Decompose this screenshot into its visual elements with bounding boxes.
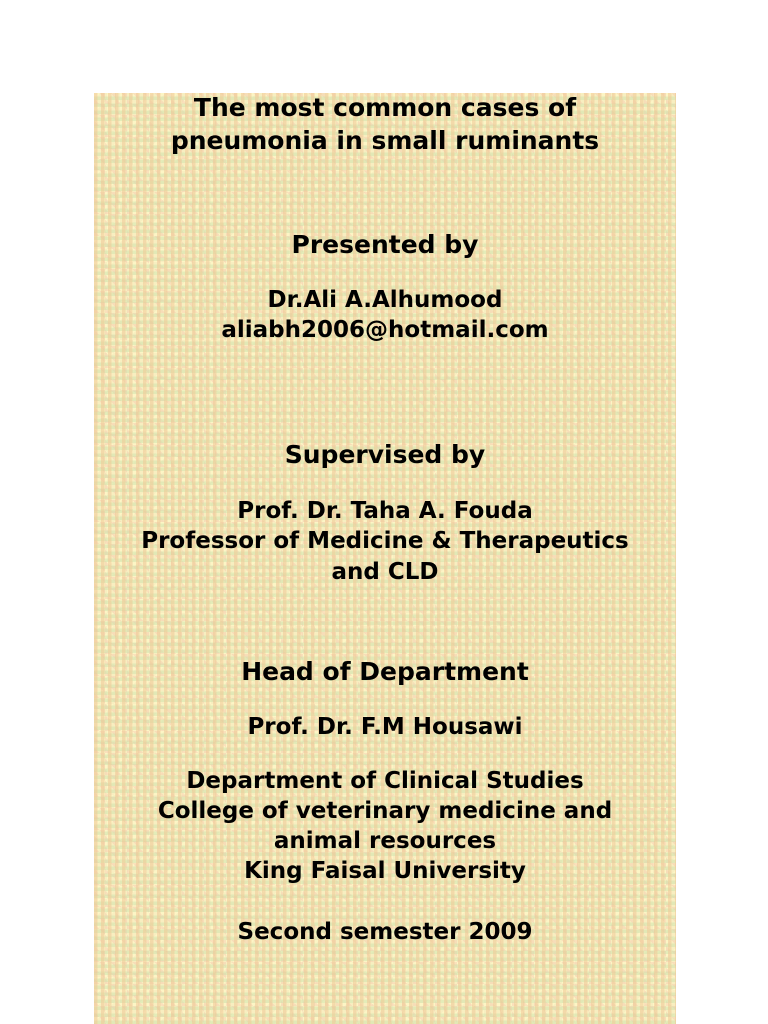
presenter-name: Dr.Ali A.Alhumood (267, 287, 503, 313)
head-of-department-name: Prof. Dr. F.M Housawi (247, 714, 523, 740)
supervisor-role-line-2: and CLD (331, 559, 439, 585)
supervisor-name: Prof. Dr. Taha A. Fouda (237, 498, 533, 524)
university-name: King Faisal University (244, 858, 526, 884)
title-line-2: pneumonia in small ruminants (170, 126, 600, 155)
college-line-2: animal resources (273, 828, 497, 854)
supervisor-role-line-1: Professor of Medicine & Therapeutics (141, 528, 629, 554)
title-line-1: The most common cases of (193, 93, 577, 122)
college-line-1: College of veterinary medicine and (157, 798, 613, 824)
head-of-department-heading: Head of Department (241, 657, 529, 686)
supervised-by-heading: Supervised by (284, 440, 486, 469)
department-name: Department of Clinical Studies (186, 768, 584, 794)
title-slide (94, 93, 676, 1024)
presented-by-heading: Presented by (291, 230, 479, 259)
semester: Second semester 2009 (237, 919, 533, 945)
presenter-email: aliabh2006@hotmail.com (221, 317, 549, 343)
